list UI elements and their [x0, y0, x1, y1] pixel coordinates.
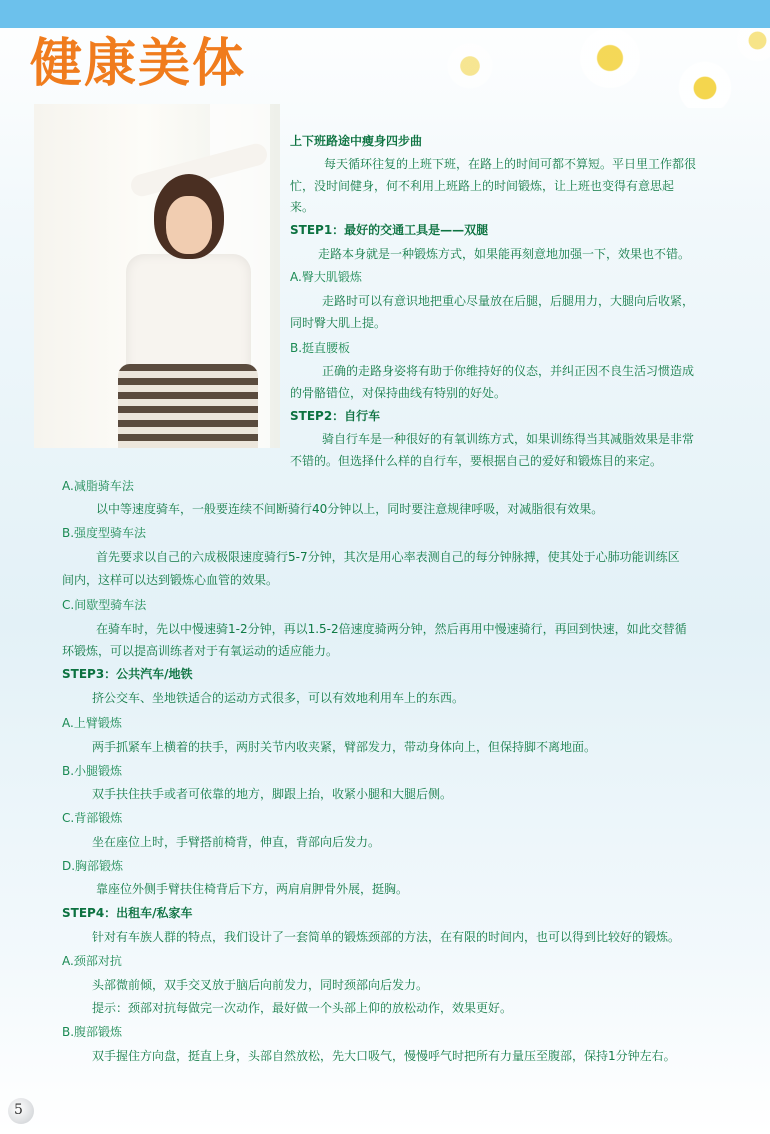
step1-b-body: 正确的走路身姿将有助于你维持好的仪态，并纠正因不良生活习惯造成 — [322, 364, 695, 378]
daisy-header-image — [420, 28, 770, 108]
top-color-band — [0, 0, 770, 28]
step3-a-label: A.上臂锻炼 — [62, 716, 122, 730]
step3-b-body: 双手扶住扶手或者可依靠的地方，脚跟上抬，收紧小腿和大腿后侧。 — [92, 787, 453, 801]
step3-intro: 挤公交车、坐地铁适合的运动方式很多，可以有效地利用车上的东西。 — [92, 691, 465, 705]
step2-heading: STEP2：自行车 — [290, 409, 381, 423]
page-number: 5 — [14, 1102, 23, 1118]
step2-intro: 骑自行车是一种很好的有氧训练方式，如果训练得当其减脂效果是非常 — [322, 432, 695, 446]
step1-heading: STEP1：最好的交通工具是——双腿 — [290, 223, 489, 237]
step2-b-body: 首先要求以自己的六成极限速度骑行5-7分钟，其次是用心率表测自己的每分钟脉搏，使其处于心肺功能训练区 — [96, 550, 680, 564]
step4-heading: STEP4：出租车/私家车 — [62, 906, 193, 920]
step4-intro: 针对有车族人群的特点，我们设计了一套简单的锻炼颈部的方法，在有限的时间内，也可以得到比较好的锻炼。 — [92, 930, 681, 944]
step1-b-label: B.挺直腰板 — [290, 341, 351, 355]
step3-a-body: 两手抓紧车上横着的扶手，两肘关节内收夹紧，臂部发力，带动身体向上，但保持脚不离地面。 — [92, 740, 597, 754]
page-title: 健康美体 — [30, 34, 247, 94]
step2-c-body: 环锻炼，可以提高训练者对于有氧运动的适应能力。 — [62, 644, 339, 658]
step1-a-body: 同时臀大肌上提。 — [290, 316, 387, 330]
step4-a-body: 头部微前倾，双手交叉放于脑后向前发力，同时颈部向后发力。 — [92, 978, 429, 992]
step3-c-body: 坐在座位上时，手臂搭前椅背，伸直，背部向后发力。 — [92, 835, 381, 849]
step3-d-body: 靠座位外侧手臂扶住椅背后下方，两肩肩胛骨外展，挺胸。 — [96, 882, 409, 896]
step2-c-label: C.间歇型骑车法 — [62, 598, 147, 612]
step2-a-label: A.减脂骑车法 — [62, 479, 134, 493]
step3-d-label: D.胸部锻炼 — [62, 859, 124, 873]
step3-b-label: B.小腿锻炼 — [62, 764, 123, 778]
step3-c-label: C.背部锻炼 — [62, 811, 123, 825]
step1-intro: 走路本身就是一种锻炼方式，如果能再刻意地加强一下，效果也不错。 — [318, 247, 691, 261]
step1-a-body: 走路时可以有意识地把重心尽量放在后腿，后腿用力，大腿向后收紧， — [322, 294, 695, 308]
step2-intro: 不错的。但选择什么样的自行车，要根据自己的爱好和锻炼目的来定。 — [290, 454, 663, 468]
woman-stretching-photo — [34, 104, 280, 448]
intro-line: 来。 — [290, 200, 315, 214]
intro-line: 忙，没时间健身，何不利用上班路上的时间锻炼，让上班也变得有意思起 — [290, 179, 675, 193]
step4-a-label: A.颈部对抗 — [62, 954, 122, 968]
step2-c-body: 在骑车时，先以中慢速骑1-2分钟，再以1.5-2倍速度骑两分钟，然后再用中慢速骑行，再回到快速，如此交替循 — [96, 622, 687, 636]
step2-b-label: B.强度型骑车法 — [62, 526, 147, 540]
step3-heading: STEP3：公共汽车/地铁 — [62, 667, 193, 681]
step4-b-label: B.腹部锻炼 — [62, 1025, 123, 1039]
step1-a-label: A.臀大肌锻炼 — [290, 270, 362, 284]
step2-a-body: 以中等速度骑车，一般要连续不间断骑行40分钟以上，同时要注意规律呼吸，对减脂很有效果。 — [96, 502, 604, 516]
step1-b-body: 的骨骼错位，对保持曲线有特别的好处。 — [290, 386, 507, 400]
page-number-badge — [8, 1098, 34, 1124]
step4-b-body: 双手握住方向盘，挺直上身，头部自然放松，先大口吸气，慢慢呼气时把所有力量压至腹部，保持1分钟左右。 — [92, 1049, 676, 1063]
intro-line: 每天循环往复的上班下班，在路上的时间可都不算短。平日里工作都很 — [324, 157, 697, 171]
step2-b-body: 间内，这样可以达到锻炼心血管的效果。 — [62, 573, 279, 587]
step4-a-tip: 提示：颈部对抗每做完一次动作，最好做一个头部上仰的放松动作，效果更好。 — [92, 1001, 513, 1015]
article-title: 上下班路途中瘦身四步曲 — [290, 134, 423, 148]
